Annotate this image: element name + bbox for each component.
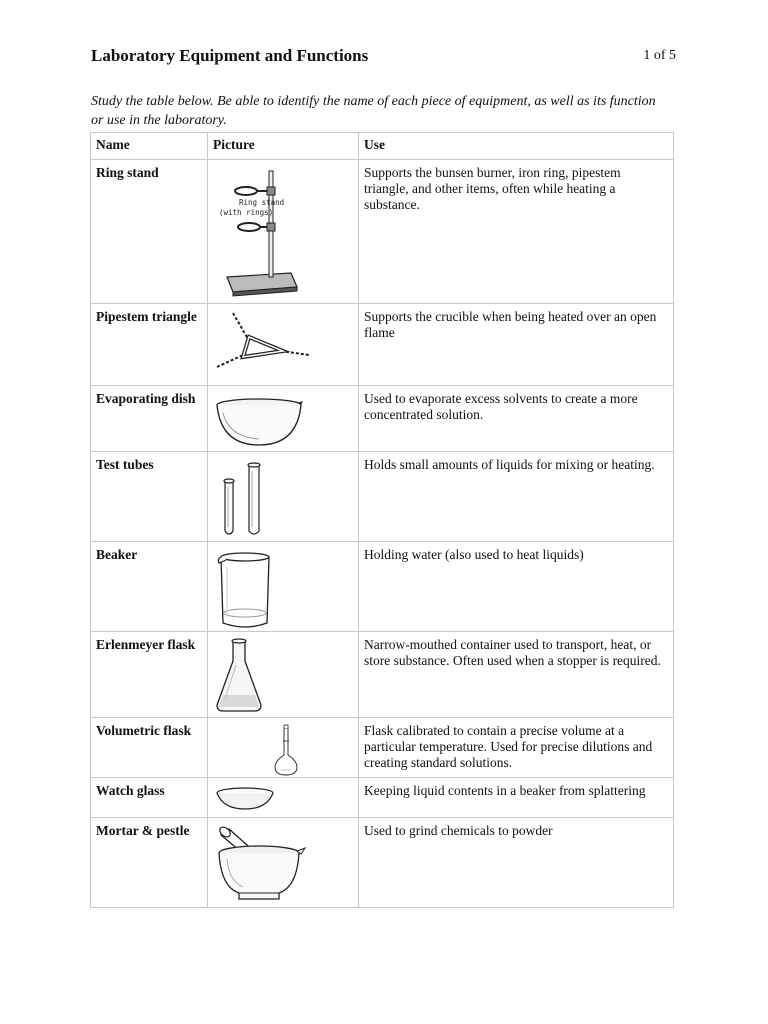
table-row — [91, 778, 674, 818]
table-row — [91, 542, 674, 632]
equipment-use: Supports the crucible when being heated over an open flame — [359, 304, 674, 386]
table-row — [91, 632, 674, 718]
ring-stand-illustration — [213, 165, 343, 301]
equipment-name: Beaker — [91, 542, 208, 632]
erlenmeyer-flask-illustration — [213, 637, 343, 717]
column-header-picture: Picture — [208, 133, 359, 160]
table-header-row — [91, 133, 674, 160]
table-row — [91, 818, 674, 908]
equipment-use: Keeping liquid contents in a beaker from splattering — [359, 778, 674, 818]
ring-stand-caption-line1: Ring stand — [239, 198, 285, 207]
table-row — [91, 386, 674, 452]
equipment-picture — [208, 718, 359, 778]
volumetric-flask-illustration — [213, 723, 343, 777]
equipment-picture — [208, 778, 359, 818]
equipment-use: Flask calibrated to contain a precise volume at a particular temperature. Used for precise dilutions and creating standard solutions. — [359, 718, 674, 778]
test-tubes-illustration — [213, 457, 343, 541]
equipment-picture — [208, 386, 359, 452]
pipestem-triangle-illustration — [213, 309, 343, 381]
column-header-name: Name — [91, 133, 208, 160]
equipment-picture — [208, 160, 359, 304]
equipment-picture — [208, 632, 359, 718]
equipment-use: Used to evaporate excess solvents to create a more concentrated solution. — [359, 386, 674, 452]
table-row — [91, 718, 674, 778]
equipment-picture — [208, 542, 359, 632]
equipment-name: Ring stand — [91, 160, 208, 304]
equipment-name: Pipestem triangle — [91, 304, 208, 386]
page-title: Laboratory Equipment and Functions — [91, 46, 369, 65]
equipment-name: Watch glass — [91, 778, 208, 818]
equipment-name: Volumetric flask — [91, 718, 208, 778]
mortar-pestle-illustration — [213, 823, 343, 907]
beaker-illustration — [213, 547, 343, 631]
equipment-name: Erlenmeyer flask — [91, 632, 208, 718]
page-number: 1 of 5 — [643, 48, 676, 63]
equipment-use: Supports the bunsen burner, iron ring, pipestem triangle, and other items, often while heating a substance. — [359, 160, 674, 304]
equipment-name: Evaporating dish — [91, 386, 208, 452]
equipment-table — [90, 132, 674, 908]
ring-stand-caption-line2: (with rings) — [219, 208, 274, 217]
equipment-use: Holding water (also used to heat liquids) — [359, 542, 674, 632]
equipment-name: Mortar & pestle — [91, 818, 208, 908]
equipment-use: Used to grind chemicals to powder — [359, 818, 674, 908]
equipment-use: Holds small amounts of liquids for mixing or heating. — [359, 452, 674, 542]
equipment-picture — [208, 818, 359, 908]
intro-text: Study the table below. Be able to identify the name of each piece of equipment, as well as its function or use in the laboratory. — [91, 94, 656, 128]
table-row — [91, 452, 674, 542]
equipment-use: Narrow-mouthed container used to transport, heat, or store substance. Often used when a stopper is required. — [359, 632, 674, 718]
equipment-name: Test tubes — [91, 452, 208, 542]
equipment-picture — [208, 304, 359, 386]
equipment-picture — [208, 452, 359, 542]
evaporating-dish-illustration — [213, 391, 343, 451]
table-row — [91, 304, 674, 386]
watch-glass-illustration — [213, 783, 343, 817]
table-row — [91, 160, 674, 304]
column-header-use: Use — [359, 133, 674, 160]
